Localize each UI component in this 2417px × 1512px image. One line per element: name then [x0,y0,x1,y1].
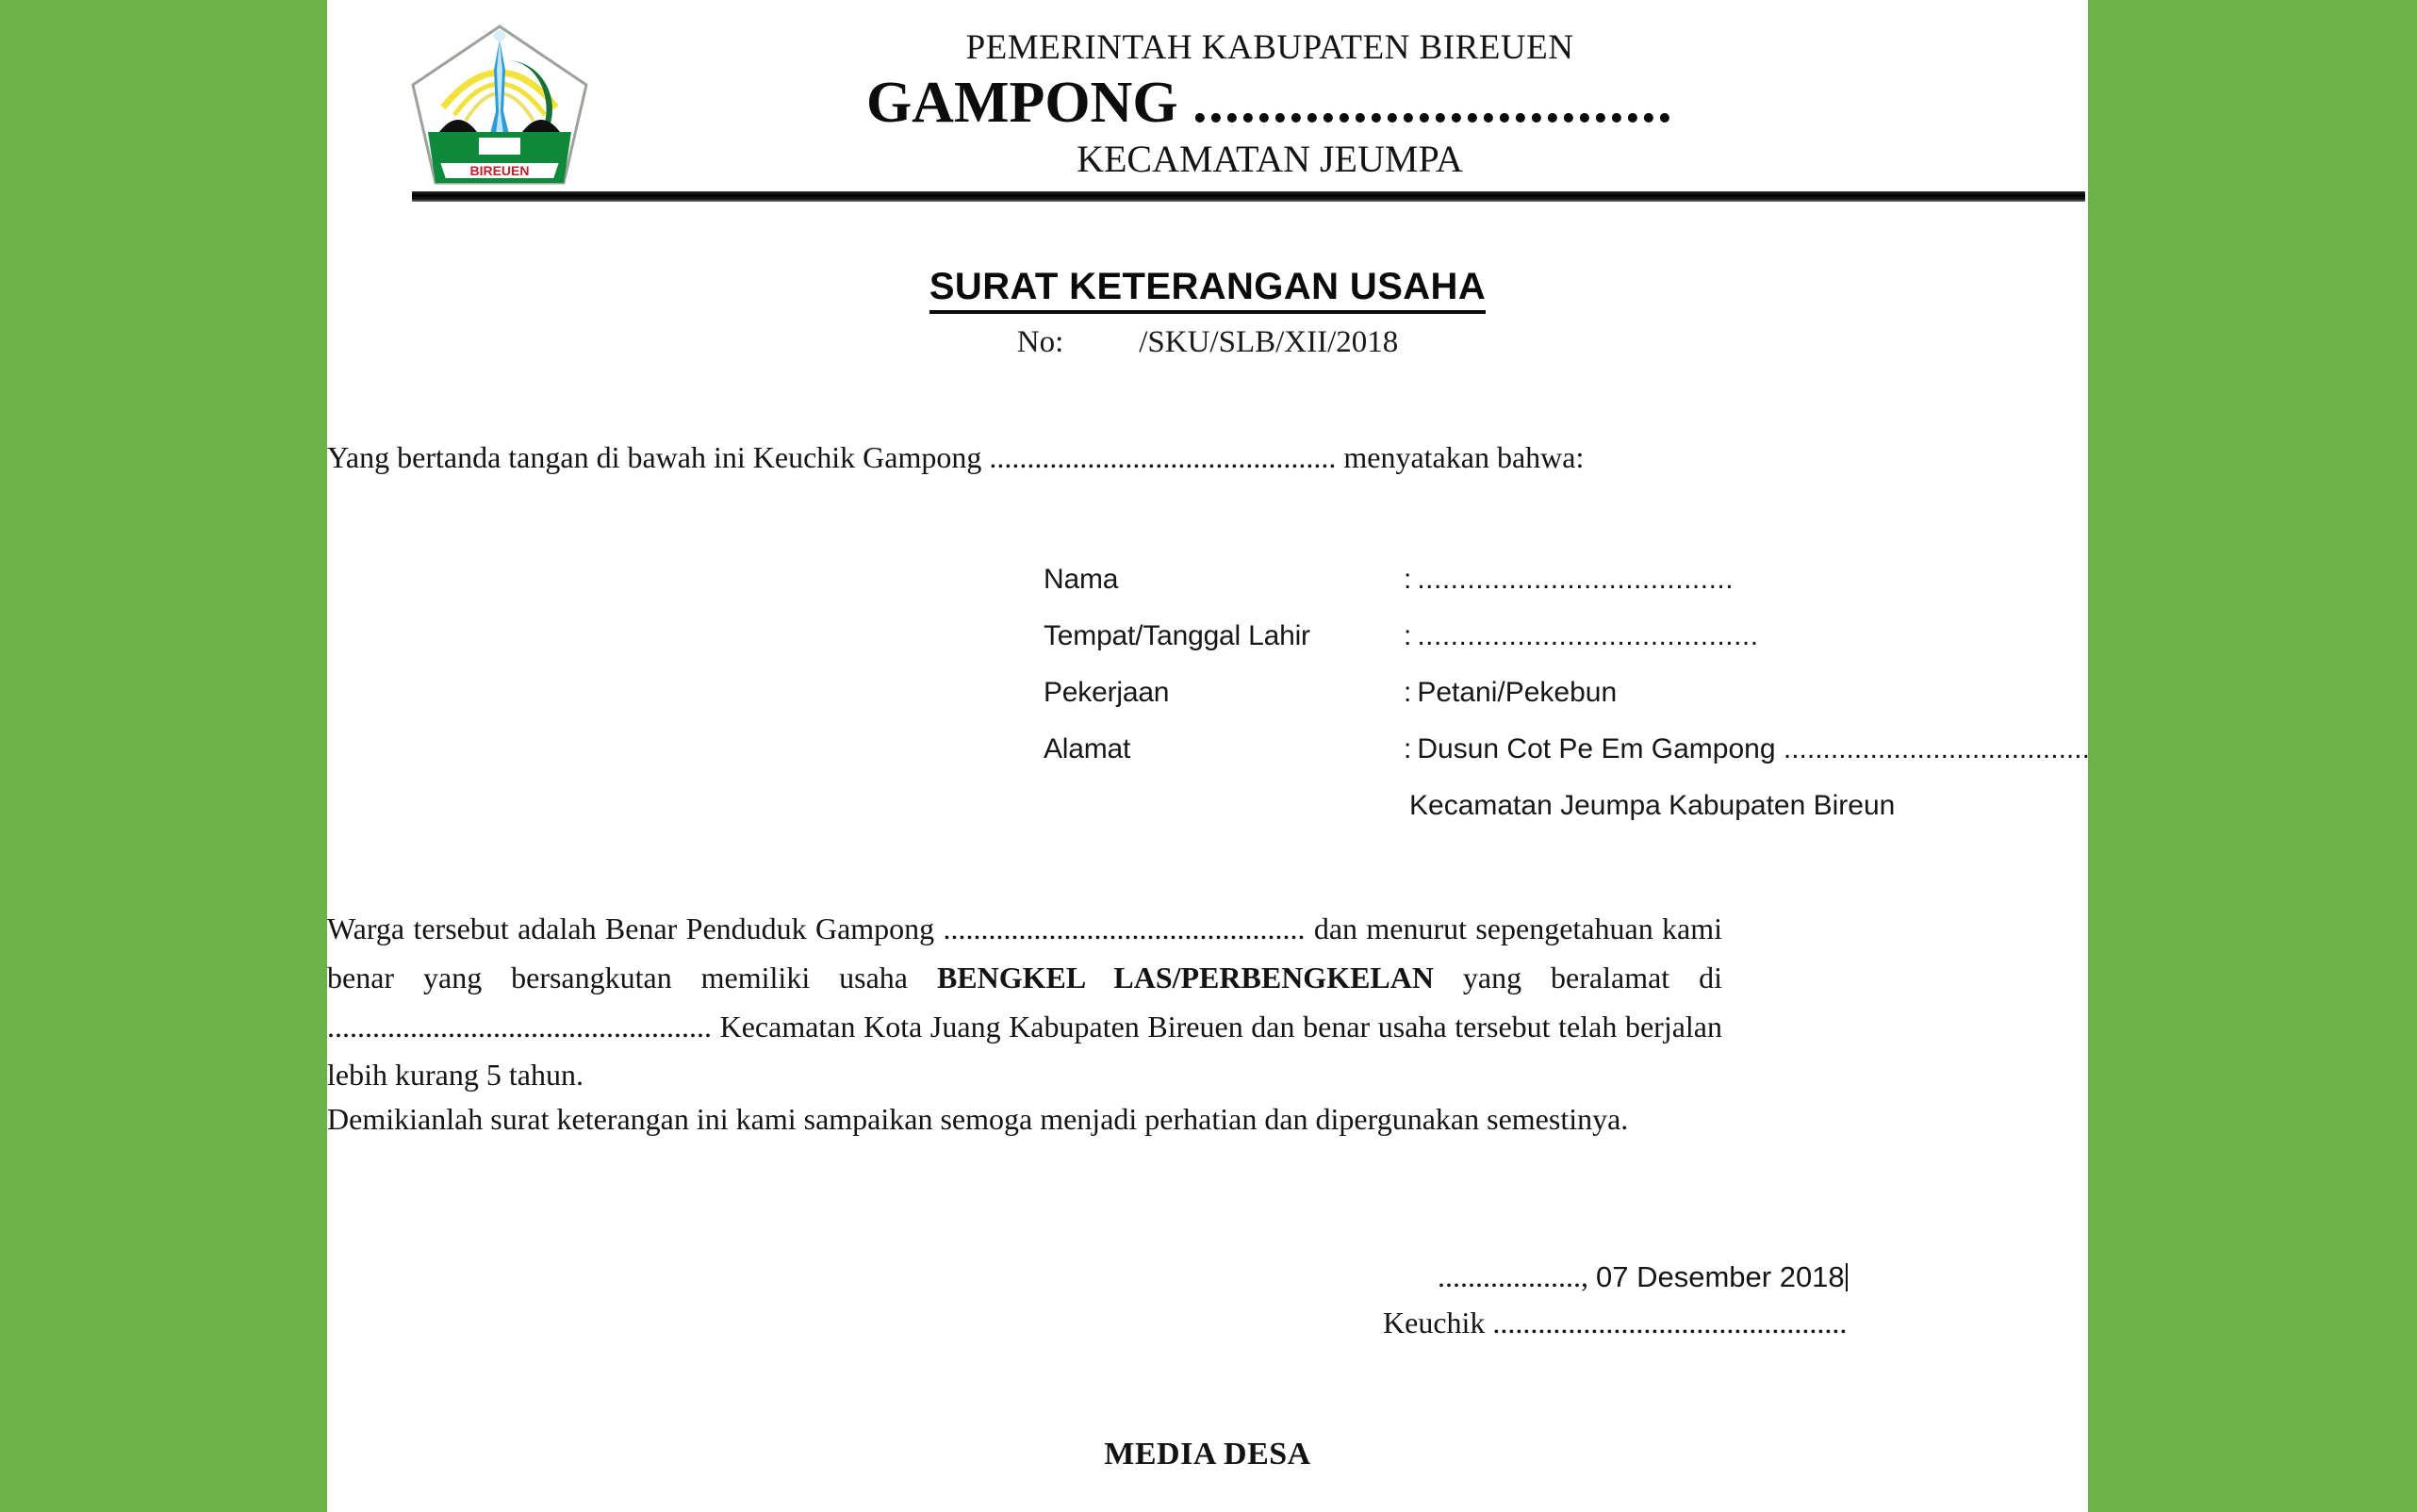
field-row-nama [1044,564,2156,620]
field-value-alamat: Dusun Cot Pe Em Gampong ....................................... [1417,733,2090,764]
document-number-value: /SKU/SLB/XII/2018 [1139,325,1399,359]
field-colon-tempat-tanggal-lahir: : [1404,620,1412,651]
main-paragraph-segment-1: Warga tersebut adalah Benar Penduduk Gampong ................................................ dan menurut sepengetahuan kami benar yang bersangkutan memiliki usaha [327,912,1722,994]
intro-paragraph: Yang bertanda tangan di bawah ini Keuchik Gampong .............................................. menyatakan bahwa: [327,440,1585,474]
field-row-alamat [1044,733,2156,790]
signature-role-line [1383,1300,2099,1345]
document-page [327,0,2088,1512]
main-paragraph-segment-2: yang beralamat di ................................................... Kecamatan Kota Juang Kabupaten Bireuen dan benar usaha tersebut telah berjalan lebih kurang 5 tahun. [327,960,1723,1093]
letterhead [327,0,2088,203]
field-value-tempat-tanggal-lahir: ......................................... [1417,620,1759,651]
bireuen-regency-crest-icon [405,21,594,190]
field-colon-pekerjaan: : [1404,677,1412,708]
field-row-pekerjaan [1044,677,2156,733]
letterhead-line-government: PEMERINTAH KABUPATEN BIREUEN [965,28,1574,67]
main-paragraph [327,905,1722,1140]
field-value-pekerjaan: Petani/Pekebun [1417,677,1618,708]
signature-date: 07 Desember 2018 [1596,1260,1845,1293]
field-row-tempat-tanggal-lahir [1044,620,2156,677]
signature-place-dots: ..................., [1438,1259,1588,1293]
crest-banner-text: BIREUEN [469,163,530,178]
field-colon-alamat: : [1404,733,1412,764]
letterhead-line-kecamatan: KECAMATAN JEUMPA [1077,137,1463,180]
main-paragraph-segment-3: Demikianlah surat keterangan ini kami sampaikan semoga menjadi perhatian dan dipergunakan semestinya. [327,1102,1629,1137]
field-label-alamat: Alamat [1044,733,1131,764]
gampong-blank-dots: .............................. [1192,71,1674,136]
field-colon-nama: : [1404,564,1412,595]
letterhead-line-gampong [610,71,1930,136]
field-value-nama: ...................................... [1417,564,1735,595]
field-label-tempat-tanggal-lahir: Tempat/Tanggal Lahir [1044,620,1310,651]
page-title: SURAT KETERANGAN USAHA [929,266,1486,314]
main-paragraph-business-type: BENGKEL LAS/PERBENGKELAN [936,960,1434,994]
title-block [327,266,2088,360]
text-cursor-caret [1846,1263,1848,1291]
footer-brand: MEDIA DESA [1104,1437,1311,1471]
signature-role-dots: ............................................... [1492,1305,1848,1339]
person-details-fields [1044,564,2156,846]
field-label-nama: Nama [1044,564,1119,595]
signature-date-line [1383,1254,2099,1300]
document-number-label: No: [1016,325,1064,359]
gampong-label: GAMPONG [865,71,1178,136]
letterhead-text-lines [610,28,1930,181]
signature-role-label: Keuchik [1383,1305,1486,1339]
field-value-alamat-continuation: Kecamatan Jeumpa Kabupaten Bireun [1409,790,1896,821]
letterhead-divider-rule [412,191,2085,202]
signature-block [1383,1254,2099,1345]
document-number-line [327,325,2088,360]
field-label-pekerjaan: Pekerjaan [1044,677,1170,708]
